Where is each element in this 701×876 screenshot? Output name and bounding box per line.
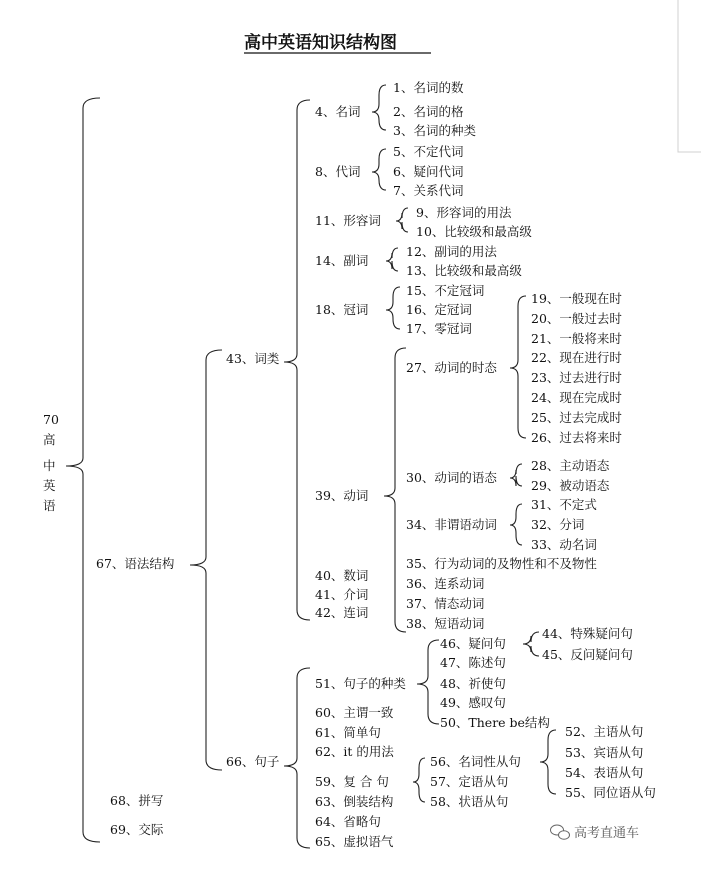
node-label: 13、比较级和最高级 — [406, 263, 522, 278]
svg-text:语: 语 — [43, 498, 56, 513]
node-label: 45、反问疑问句 — [542, 647, 633, 662]
node-label: 22、现在进行时 — [531, 350, 622, 365]
node-label: 62、it 的用法 — [315, 744, 394, 759]
brace — [284, 668, 310, 848]
node-label: 36、连系动词 — [406, 576, 485, 591]
node-label: 47、陈述句 — [440, 655, 506, 670]
node-label: 44、特殊疑问句 — [542, 626, 633, 641]
node-label: 55、同位语从句 — [565, 785, 656, 800]
node-label: 14、副词 — [315, 253, 369, 268]
node-label: 57、定语从句 — [430, 774, 509, 789]
brace — [66, 98, 100, 842]
node-label: 8、代词 — [315, 164, 361, 179]
node-label: 46、疑问句 — [440, 636, 506, 651]
node-label: 61、简单句 — [315, 725, 381, 740]
node-label: 11、形容词 — [315, 213, 381, 228]
node-label: 15、不定冠词 — [406, 283, 485, 298]
brace — [523, 632, 539, 656]
node-label: 31、不定式 — [531, 497, 597, 512]
node-label: 43、词类 — [226, 351, 280, 366]
node-label: 26、过去将来时 — [531, 430, 622, 445]
brace — [396, 208, 408, 232]
node-label: 16、定冠词 — [406, 302, 472, 317]
node-label: 19、一般现在时 — [531, 291, 622, 306]
brace — [284, 100, 310, 620]
brace — [510, 464, 522, 486]
node-label: 56、名词性从句 — [430, 754, 521, 769]
node-label: 27、动词的时态 — [406, 360, 497, 375]
node-label: 18、冠词 — [315, 302, 369, 317]
node-label: 34、非谓语动词 — [406, 517, 497, 532]
node-label: 21、一般将来时 — [531, 331, 622, 346]
brace — [372, 149, 386, 190]
watermark-text: 高考直通车 — [574, 826, 640, 841]
svg-text:70: 70 — [43, 412, 59, 427]
node-label: 29、被动语态 — [531, 478, 610, 493]
node-label: 49、感叹句 — [440, 695, 506, 710]
brace — [413, 758, 425, 802]
node-label: 17、零冠词 — [406, 321, 472, 336]
node-label: 33、动名词 — [531, 537, 597, 552]
node-label: 60、主谓一致 — [315, 705, 394, 720]
node-label: 6、疑问代词 — [393, 164, 464, 179]
node-label: 66、句子 — [226, 754, 280, 769]
node-label: 48、祈使句 — [440, 676, 506, 691]
node-label: 24、现在完成时 — [531, 390, 622, 405]
node-label: 63、倒装结构 — [315, 794, 394, 809]
node-label: 1、名词的数 — [393, 80, 464, 95]
brace — [540, 730, 556, 794]
braces — [66, 85, 556, 848]
svg-text:中: 中 — [43, 458, 56, 473]
node-label: 67、语法结构 — [96, 556, 175, 571]
node-label: 4、名词 — [315, 104, 361, 119]
watermark — [551, 825, 640, 841]
node-label: 65、虚拟语气 — [315, 834, 394, 849]
node-label: 10、比较级和最高级 — [416, 224, 532, 239]
brace — [510, 296, 526, 438]
brace — [372, 85, 386, 130]
node-label: 7、关系代词 — [393, 183, 464, 198]
node-label: 3、名词的种类 — [393, 123, 476, 138]
brace — [386, 287, 400, 329]
node-label: 53、宾语从句 — [565, 745, 644, 760]
node-label: 28、主动语态 — [531, 458, 610, 473]
brace — [510, 504, 522, 545]
brace — [386, 248, 398, 271]
brace — [384, 348, 406, 632]
node-label: 58、状语从句 — [430, 794, 509, 809]
brace — [190, 350, 222, 770]
node-label: 39、动词 — [315, 488, 369, 503]
node-label: 38、短语动词 — [406, 616, 485, 631]
wechat-icon — [551, 825, 570, 839]
brace — [417, 640, 439, 724]
node-label: 12、副词的用法 — [406, 244, 497, 259]
node-label: 68、拼写 — [110, 793, 164, 808]
node-label: 35、行为动词的及物性和不及物性 — [406, 556, 597, 571]
node-label: 2、名词的格 — [393, 104, 464, 119]
node-label: 54、表语从句 — [565, 765, 644, 780]
node-label: 59、复 合 句 — [315, 774, 389, 789]
root-node — [43, 412, 59, 513]
node-label: 30、动词的语态 — [406, 470, 497, 485]
node-label: 25、过去完成时 — [531, 410, 622, 425]
node-label: 41、介词 — [315, 587, 369, 602]
page-edge-line — [678, 0, 701, 152]
node-label: 32、分词 — [531, 517, 585, 532]
node-label: 40、数词 — [315, 568, 369, 583]
node-label: 9、形容词的用法 — [416, 205, 512, 220]
svg-text:英: 英 — [43, 478, 56, 493]
node-label: 51、句子的种类 — [315, 676, 406, 691]
diagram-title: 高中英语知识结构图 — [244, 33, 397, 53]
node-label: 50、There be结构 — [440, 715, 550, 730]
node-label: 52、主语从句 — [565, 724, 644, 739]
node-label: 20、一般过去时 — [531, 311, 622, 326]
node-label: 42、连词 — [315, 605, 369, 620]
node-label: 5、不定代词 — [393, 144, 464, 159]
node-label: 23、过去进行时 — [531, 370, 622, 385]
node-label: 64、省略句 — [315, 814, 381, 829]
svg-text:高: 高 — [43, 432, 56, 447]
node-label: 37、情态动词 — [406, 596, 485, 611]
node-label: 69、交际 — [110, 822, 164, 837]
